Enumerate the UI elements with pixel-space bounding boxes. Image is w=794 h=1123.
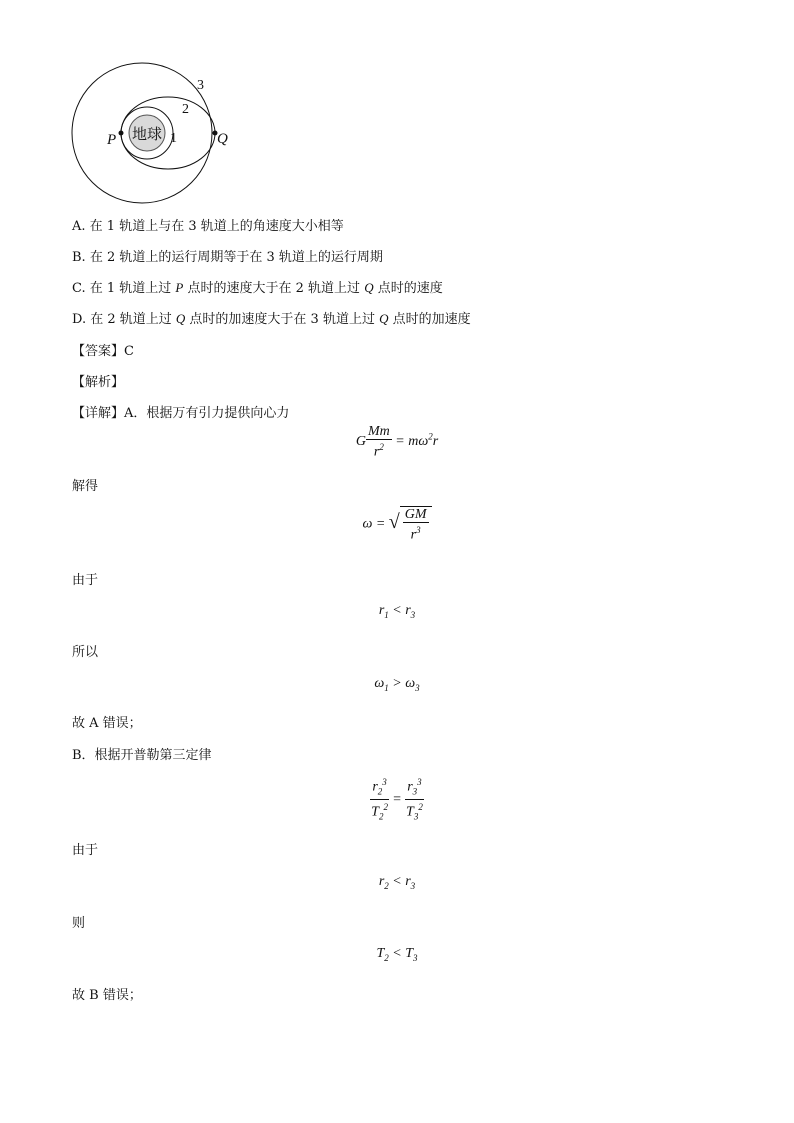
answer: 【答案】C (72, 344, 134, 359)
because-label-2: 由于 (72, 843, 99, 858)
detail-a-intro: 【详解】A．根据万有引力提供向心力 (72, 406, 290, 421)
point-p (119, 131, 124, 136)
equation-r1-lt-r3: $r_1 < r_3$ (378, 603, 416, 620)
label-orbit-1: 1 (170, 131, 177, 146)
therefore-label: 所以 (72, 645, 99, 660)
orbit-diagram (60, 58, 250, 208)
solve-label: 解得 (72, 479, 99, 494)
option-b: B. 在 2 轨道上的运行周期等于在 3 轨道上的运行周期 (72, 250, 383, 265)
equation-t2-lt-t3: $T_2 < T_3$ (376, 946, 418, 963)
option-d: D. 在 2 轨道上过 Q 点时的加速度大于在 3 轨道上过 Q 点时的加速度 (72, 311, 471, 327)
because-label-1: 由于 (72, 573, 99, 588)
equation-omega: ω = √ $\frac{GM}{r^3}$ (0, 506, 794, 543)
label-q: Q (217, 131, 228, 147)
option-c: C. 在 1 轨道上过 P 点时的速度大于在 2 轨道上过 Q 点时的速度 (72, 280, 443, 296)
label-orbit-2: 2 (182, 102, 189, 117)
equation-r2-lt-r3: $r_2 < r_3$ (378, 874, 416, 891)
earth-label: 地球 (131, 127, 163, 143)
conclusion-a: 故 A 错误； (72, 716, 142, 731)
analysis-heading: 【解析】 (72, 375, 125, 390)
option-a: A. 在 1 轨道上与在 3 轨道上的角速度大小相等 (72, 219, 344, 234)
label-p: P (107, 132, 117, 148)
label-orbit-3: 3 (197, 78, 204, 93)
conclusion-b: 故 B 错误； (72, 988, 142, 1003)
then-label: 则 (72, 916, 86, 931)
equation-gravitation: G $\frac{Mm}{r^2}$ = $m\omega^2r$ (355, 424, 439, 460)
detail-b-intro: B．根据开普勒第三定律 (72, 748, 212, 763)
equation-kepler: $\frac{r_2^3}{T_2^2}$ = $\frac{r_3^3}{T_3^2}$ (371, 777, 423, 822)
equation-omega1-gt-omega3: $\omega_1 > \omega_3$ (374, 676, 420, 693)
